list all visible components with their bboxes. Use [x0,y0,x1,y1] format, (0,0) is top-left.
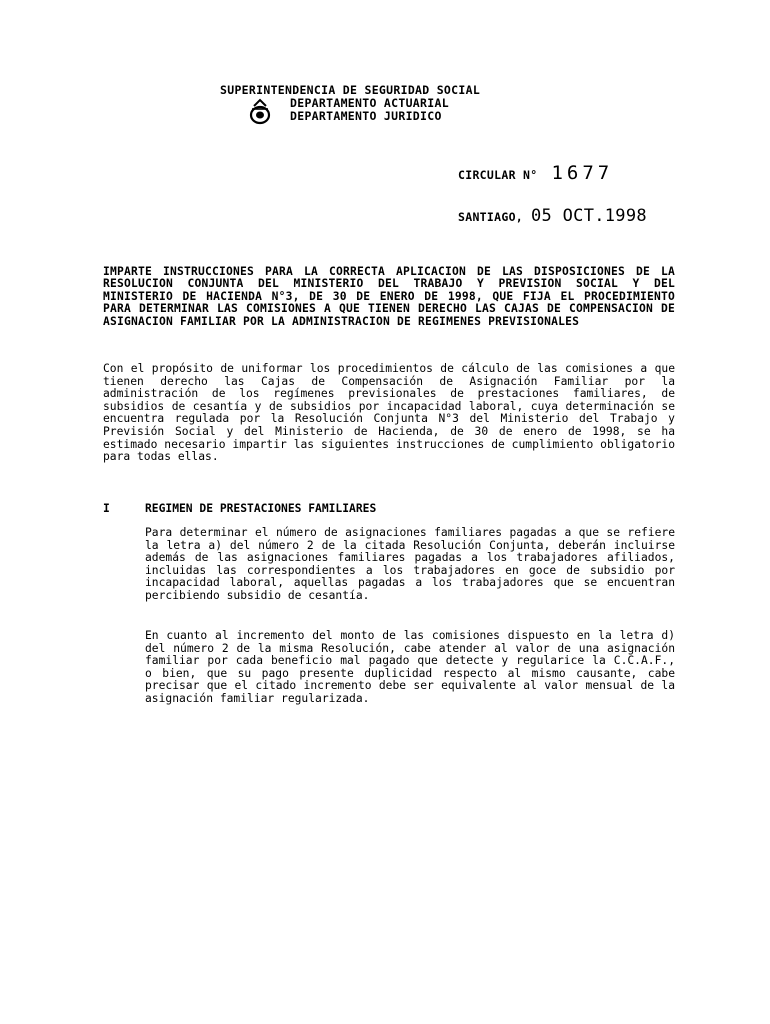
circular-label: CIRCULAR N° [458,168,538,182]
document-title: IMPARTE INSTRUCCIONES PARA LA CORRECTA APLICACION DE LAS DISPOSICIONES DE LA RESOLUCION CONJUNTA DEL MINISTERIO DEL TRABAJO Y PREVISION SOCIAL Y DEL MINISTERIO DE HACIENDA N°3, DE 30 DE ENERO DE 1998, QUE FIJA EL PROCEDIMIENTO PARA DETERMINAR LAS COMISIONES A QUE TIENEN DERECHO LAS CAJAS DE COMPENSACION DE ASIGNACION FAMILIAR POR LA ADMINISTRACION DE REGIMENES PREVISIONALES [103,265,675,328]
section-paragraph-2: En cuanto al incremento del monto de las comisiones dispuesto en la letra d) del número 2 de la misma Resolución, cabe atender al valor de una asignación familiar por cada beneficio mal pagado que detecte y regularice la C.C.A.F., o bien, que su pago presente duplicidad respecto al mismo causante, cabe precisar que el citado incremento debe ser equivalente al valor mensual de la asignación familiar regularizada. [145,629,675,705]
circular-number [458,162,613,184]
date-place: SANTIAGO, [458,210,524,224]
section-paragraph-1: Para determinar el número de asignaciones familiares pagadas a que se refiere la letra a) del número 2 de la citada Resolución Conjunta, deberán incluirse además de las asignaciones familiares pagadas a los trabajadores afiliados, incluidas las correspondientes a los trabajadores en goce de subsidio por incapacidad laboral, aquellas pagadas a los trabajadores que se encuentran percibiendo subsidio de cesantía. [145,526,675,602]
document-date [458,206,647,226]
intro-paragraph: Con el propósito de uniformar los procedimientos de cálculo de las comisiones a que tienen derecho las Cajas de Compensación de Asignación Familiar por la administración de los regímenes previsionales de prestaciones familiares, de subsidios de cesantía y de subsidios por incapacidad laboral, cuya determinación se encuentra regulada por la Resolución Conjunta N°3 del Ministerio del Trabajo y Previsión Social y del Ministerio de Hacienda, de 30 de enero de 1998, se ha estimado necesario impartir las siguientes instrucciones de cumplimiento obligatorio para todas ellas. [103,362,675,464]
seal-icon [248,98,272,126]
section-heading [103,502,675,515]
letterhead [220,84,580,123]
institution-name: SUPERINTENDENCIA DE SEGURIDAD SOCIAL [220,83,481,97]
section-number: I [103,502,110,515]
department-juridico: DEPARTAMENTO JURIDICO [290,109,442,123]
department-actuarial: DEPARTAMENTO ACTUARIAL [290,96,449,110]
section-title: REGIMEN DE PRESTACIONES FAMILIARES [145,502,377,515]
date-value: 05 OCT.1998 [531,206,647,226]
circular-number-value: 1677 [551,162,614,184]
